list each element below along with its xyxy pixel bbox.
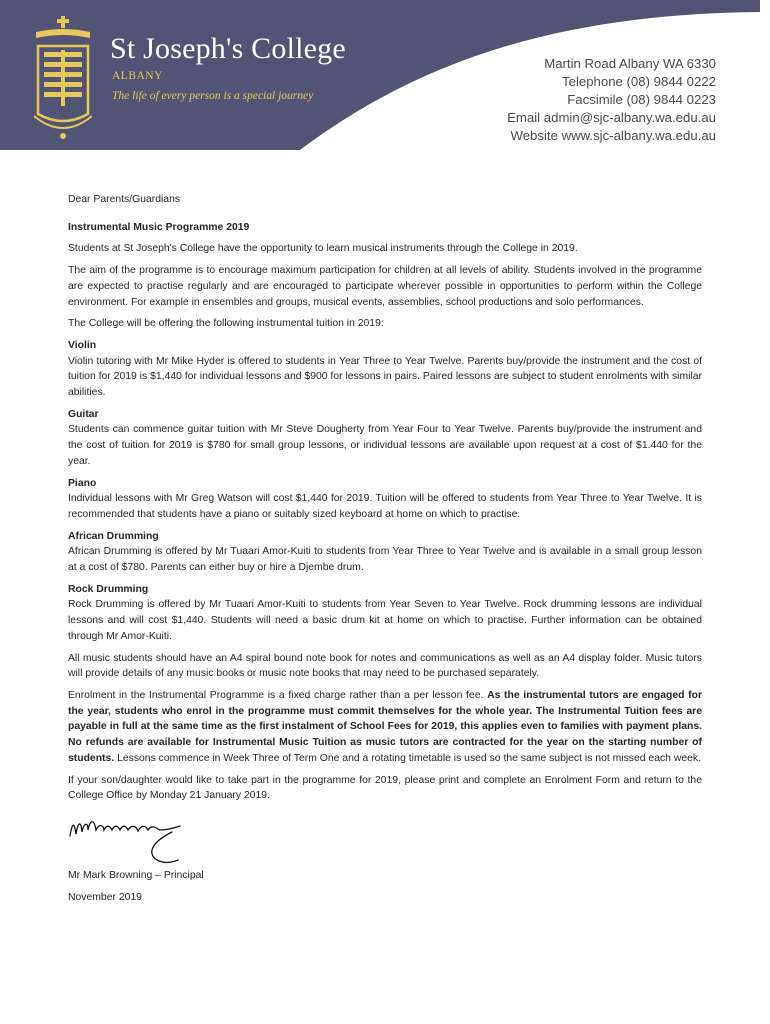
college-name: St Joseph's College bbox=[110, 32, 346, 65]
college-tagline: The life of every person is a special journey bbox=[112, 90, 314, 102]
section-heading: Rock Drumming bbox=[68, 583, 149, 595]
materials-paragraph: All music students should have an A4 spiral bound note book for notes and communications as well as an A4 display folder. Music tutors will provide details of any music books or music note books that may need to be purchased separately. bbox=[68, 652, 702, 680]
section-african-drumming bbox=[68, 529, 702, 576]
signoff-name: Mr Mark Browning – Principal bbox=[68, 869, 204, 881]
section-body: African Drumming is offered by Mr Tuaari Amor-Kuiti to students from Year Three to Year Twelve and is available in a small group lesson at a cost of $780. Parents can either buy or hire a Djembe drum. bbox=[68, 546, 702, 574]
greeting: Dear Parents/Guardians bbox=[68, 194, 181, 205]
enrolment-bold-text: As the instrumental tutors are engaged for the year, students who enrol in the programme must commit themselves for the whole year. The Instrumental Tuition fees are payable in full at the same time as the first instalment of School Fees for 2019, this applies even to families with payment plans. No refunds are available for Instrumental Music Tuition as music tutors are contracted for the year on the starting number of students. bbox=[68, 689, 702, 764]
contact-address: Martin Road Albany WA 6330 bbox=[544, 56, 716, 71]
section-violin bbox=[68, 338, 702, 401]
section-body: Rock Drumming is offered by Mr Tuaari Amor-Kuiti to students from Year Seven to Year Twelve. Rock drumming lessons are individual lessons and will cost $1,440. Students will need a basic drum kit at home on which to practise. Further information can be obtained through Mr Amor-Kuiti. bbox=[68, 599, 702, 642]
letterhead bbox=[0, 0, 760, 150]
enrolment-paragraph bbox=[68, 688, 702, 767]
offering-paragraph: The College will be offering the following instrumental tuition in 2019: bbox=[68, 318, 384, 330]
college-location: ALBANY bbox=[112, 70, 163, 82]
letter-body bbox=[68, 192, 702, 911]
signoff-date: November 2019 bbox=[68, 891, 142, 903]
section-piano bbox=[68, 476, 702, 523]
section-heading: Guitar bbox=[68, 408, 99, 420]
section-body: Students can commence guitar tuition with Mr Steve Dougherty from Year Four to Year Twelve. Parents buy/provide the instrument and the cost of tuition for 2019 is $780 for small group lessons, or individual lessons are available upon request at a cost of $1.440 for the year. bbox=[68, 424, 702, 467]
contact-telephone: Telephone (08) 9844 0222 bbox=[562, 74, 716, 89]
closing-paragraph: If your son/daughter would like to take part in the programme for 2019, please print and complete an Enrolment Form and return to the College Office by Monday 21 January 2019. bbox=[68, 774, 702, 802]
section-body: Individual lessons with Mr Greg Watson will cost $1,440 for 2019. Tuition will be offered to students from Year Three to Year Twelve. It is recommended that students have a piano or suitably sized keyboard at home on which to practise. bbox=[68, 493, 702, 520]
enrolment-text-end: Lessons commence in Week Three of Term One and a rotating timetable is used so the same subject is not missed each week. bbox=[117, 752, 701, 764]
section-body: Violin tutoring with Mr Mike Hyder is offered to students in Year Three to Year Twelve. Parents buy/provide the instrument and the cost of tuition for 2019 is $1,440 for individual lessons and $900 for lessons in pairs. Paired lessons are subject to student enrolments with similar abilities. bbox=[68, 355, 702, 399]
letter-title: Instrumental Music Programme 2019 bbox=[68, 221, 250, 233]
intro-paragraph: Students at St Joseph's College have the opportunity to learn musical instruments through the College in 2019. bbox=[68, 243, 578, 255]
section-heading: Violin bbox=[68, 339, 97, 351]
section-heading: African Drumming bbox=[68, 530, 159, 542]
section-heading: Piano bbox=[68, 477, 97, 489]
principal-signature bbox=[66, 810, 196, 868]
college-crest-icon bbox=[30, 16, 96, 144]
contact-facsimile: Facsimile (08) 9844 0223 bbox=[567, 92, 716, 107]
section-rock-drumming bbox=[68, 582, 702, 645]
section-guitar bbox=[68, 407, 702, 470]
contact-block bbox=[507, 55, 716, 145]
contact-website: Website www.sjc-albany.wa.edu.au bbox=[510, 128, 716, 143]
enrolment-text: Enrolment in the Instrumental Programme is a fixed charge rather than a per lesson fee. bbox=[68, 689, 484, 701]
aim-paragraph: The aim of the programme is to encourage maximum participation for children at all levels of ability. Students involved in the programme are expected to practise regularly and are encouraged to participate wherever possible in opportunities to perform within the College environment. For example in ensembles and groups, musical events, assemblies, school productions and solo performances. bbox=[68, 265, 702, 308]
contact-email: Email admin@sjc-albany.wa.edu.au bbox=[507, 110, 716, 125]
